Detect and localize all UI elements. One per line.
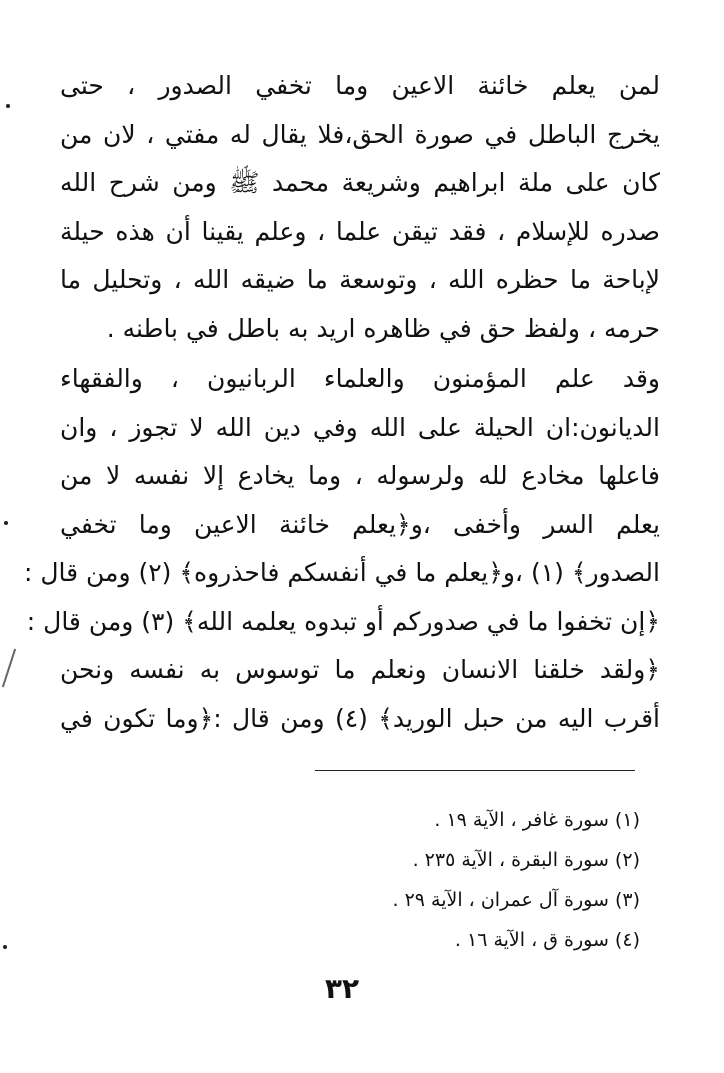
footnote: (٤) سورة ق ، الآية ١٦ . bbox=[454, 929, 640, 951]
text-line: لإباحة ما حظره الله ، وتوسعة ما ضيقه الله ، وتحليل ما bbox=[60, 265, 660, 294]
footnote: (٣) سورة آل عمران ، الآية ٢٩ . bbox=[392, 889, 640, 911]
scan-speck bbox=[4, 521, 8, 525]
text-line: أقرب اليه من حبل الوريد﴾ (٤) ومن قال :﴿وما تكون في bbox=[60, 703, 660, 733]
text-line: ﴿إن تخفوا ما في صدوركم أو تبدوه يعلمه الله﴾ (٣) ومن قال : bbox=[26, 606, 660, 636]
footnote-divider bbox=[315, 770, 635, 771]
text-line: الديانون:ان الحيلة على الله وفي دين الله لا تجوز ، وان bbox=[60, 412, 660, 442]
text-line: كان على ملة ابراهيم وشريعة محمد ﷺ ومن شرح الله bbox=[60, 168, 660, 197]
page-number: ٣٢ bbox=[324, 972, 360, 1005]
text-line: صدره للإسلام ، فقد تيقن علما ، وعلم يقينا أن هذه حيلة bbox=[60, 216, 660, 246]
scan-speck bbox=[3, 945, 7, 949]
footnote: (٢) سورة البقرة ، الآية ٢٣٥ . bbox=[412, 849, 640, 871]
text-line: لمن يعلم خائنة الاعين وما تخفي الصدور ، حتى bbox=[60, 71, 660, 100]
text-line: فاعلها مخادع لله ولرسوله ، وما يخادع إلا نفسه لا من bbox=[60, 461, 660, 490]
paragraph-1 bbox=[60, 62, 660, 353]
footnote: (١) سورة غافر ، الآية ١٩ . bbox=[434, 809, 640, 831]
text-line: يخرج الباطل في صورة الحق،فلا يقال له مفتي ، لان من bbox=[60, 119, 660, 149]
scan-stroke bbox=[2, 649, 16, 688]
text-line: وقد علم المؤمنون والعلماء الربانيون ، والفقهاء bbox=[60, 364, 660, 393]
text-line: يعلم السر وأخفى ،و﴿يعلم خائنة الاعين وما تخفي bbox=[60, 509, 660, 539]
text-line: ﴿ولقد خلقنا الانسان ونعلم ما توسوس به نفسه ونحن bbox=[60, 655, 660, 684]
footnotes bbox=[200, 800, 640, 960]
paragraph-2 bbox=[23, 355, 660, 743]
text-line: حرمه ، ولفظ حق في ظاهره اريد به باطل في باطنه . bbox=[106, 313, 660, 343]
scan-speck bbox=[6, 104, 10, 108]
text-line: الصدور﴾ (١) ،و﴿يعلم ما في أنفسكم فاحذروه﴾ (٢) ومن قال : bbox=[23, 558, 660, 587]
